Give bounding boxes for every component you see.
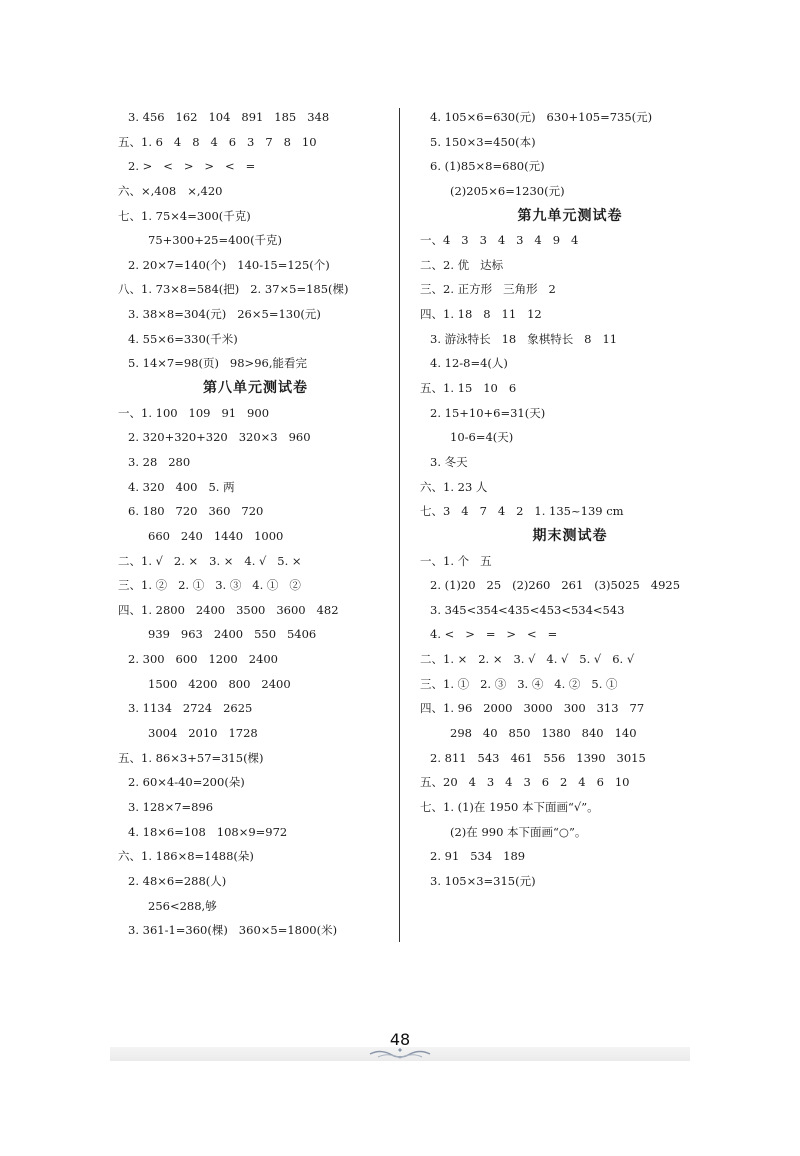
answer-line: 一、4 3 3 4 3 4 9 4 <box>420 233 579 248</box>
answer-line: 3. 345<354<435<453<534<543 <box>430 602 625 617</box>
answer-line: 3. 38×8=304(元) 26×5=130(元) <box>128 307 321 322</box>
answer-column-left <box>118 105 393 943</box>
answer-line: 七、1. (1)在 1950 本下面画“√”。 <box>420 799 599 814</box>
answer-line: 3. 456 162 104 891 185 348 <box>128 110 330 124</box>
answer-line: 2. 300 600 1200 2400 <box>128 652 278 667</box>
answer-line: 2. 811 543 461 556 1390 3015 <box>430 750 646 765</box>
section-title: 第八单元测试卷 <box>203 380 308 397</box>
answer-line: 2. 320+320+320 320×3 960 <box>128 430 311 445</box>
answer-line: 2. 60×4-40=200(朵) <box>128 775 245 790</box>
answer-line: 四、1. 96 2000 3000 300 313 77 <box>420 701 645 716</box>
wave-ornament-icon <box>368 1048 432 1062</box>
answer-line: (2)205×6=1230(元) <box>450 183 565 198</box>
answer-line: 2. (1)20 25 (2)260 261 (3)5025 4925 <box>430 578 681 593</box>
answer-line: 10-6=4(天) <box>450 430 514 445</box>
answer-line: 六、×,408 ×,420 <box>118 183 223 198</box>
answer-line: 3. 游泳特长 18 象棋特长 8 11 <box>430 331 618 346</box>
answer-line: 二、1. × 2. × 3. √ 4. √ 5. √ 6. √ <box>420 652 635 667</box>
answer-line: 2. > < > > < = <box>128 159 256 174</box>
answer-line: (2)在 990 本下面画“○”。 <box>450 824 587 839</box>
answer-line: 4. 320 400 5. 两 <box>128 479 235 494</box>
answer-line: 256<288,够 <box>148 898 217 913</box>
answer-line: 二、2. 优 达标 <box>420 257 504 272</box>
answer-line: 五、20 4 3 4 3 6 2 4 6 10 <box>420 775 630 790</box>
answer-line: 四、1. 18 8 11 12 <box>420 307 542 322</box>
answer-line: 939 963 2400 550 5406 <box>148 627 317 642</box>
answer-line: 2. 91 534 189 <box>430 849 526 864</box>
answer-line: 75+300+25=400(千克) <box>148 233 283 248</box>
answer-line: 六、1. 23 人 <box>420 479 488 494</box>
answer-line: 2. 48×6=288(人) <box>128 873 227 888</box>
answer-line: 三、2. 正方形 三角形 2 <box>420 282 556 297</box>
answer-line: 4. < > = > < = <box>430 627 558 642</box>
answer-line: 二、1. √ 2. × 3. × 4. √ 5. × <box>118 553 302 568</box>
answer-line: 一、1. 个 五 <box>420 553 492 568</box>
answer-line: 三、1. ① 2. ③ 3. ④ 4. ② 5. ① <box>420 676 618 691</box>
section-title: 期末测试卷 <box>532 527 608 544</box>
answer-line: 3. 128×7=896 <box>128 799 214 814</box>
answer-line: 1500 4200 800 2400 <box>148 676 291 691</box>
answer-line: 6. 180 720 360 720 <box>128 504 264 519</box>
answer-line: 3. 冬天 <box>430 454 468 469</box>
answer-line: 八、1. 73×8=584(把) 2. 37×5=185(棵) <box>118 282 349 297</box>
answer-line: 五、1. 86×3+57=315(棵) <box>118 750 264 765</box>
answer-line: 298 40 850 1380 840 140 <box>450 726 637 741</box>
answer-line: 4. 55×6=330(千米) <box>128 331 238 346</box>
answer-line: 3004 2010 1728 <box>148 726 258 741</box>
page-number: 48 <box>389 1030 411 1049</box>
answer-line: 五、1. 6 4 8 4 6 3 7 8 10 <box>118 134 317 149</box>
answer-line: 3. 1134 2724 2625 <box>128 701 253 716</box>
answer-column-right <box>420 105 720 894</box>
answer-line: 3. 28 280 <box>128 454 191 469</box>
section-title: 第九单元测试卷 <box>517 207 623 224</box>
answer-line: 4. 18×6=108 108×9=972 <box>128 824 288 839</box>
answer-line: 六、1. 186×8=1488(朵) <box>118 849 254 864</box>
answer-line: 七、1. 75×4=300(千克) <box>118 208 251 223</box>
answer-line: 660 240 1440 1000 <box>148 528 284 543</box>
answer-line: 4. 12-8=4(人) <box>430 356 508 371</box>
column-divider <box>399 108 400 942</box>
answer-line: 2. 15+10+6=31(天) <box>430 405 546 420</box>
answer-line: 一、1. 100 109 91 900 <box>118 405 270 420</box>
answer-line: 3. 361-1=360(棵) 360×5=1800(米) <box>128 923 338 938</box>
answer-line: 5. 150×3=450(本) <box>430 134 536 149</box>
answer-line: 四、1. 2800 2400 3500 3600 482 <box>118 602 339 617</box>
answer-line: 5. 14×7=98(页) 98>96,能看完 <box>128 356 307 371</box>
answer-line: 七、3 4 7 4 2 1. 135~139 cm <box>420 504 624 519</box>
answer-line: 五、1. 15 10 6 <box>420 381 517 396</box>
answer-line: 3. 105×3=315(元) <box>430 873 536 888</box>
answer-line: 2. 20×7=140(个) 140-15=125(个) <box>128 257 330 272</box>
answer-line: 6. (1)85×8=680(元) <box>430 159 545 174</box>
answer-line: 4. 105×6=630(元) 630+105=735(元) <box>430 110 653 124</box>
answer-line: 三、1. ② 2. ① 3. ③ 4. ① ② <box>118 578 301 593</box>
